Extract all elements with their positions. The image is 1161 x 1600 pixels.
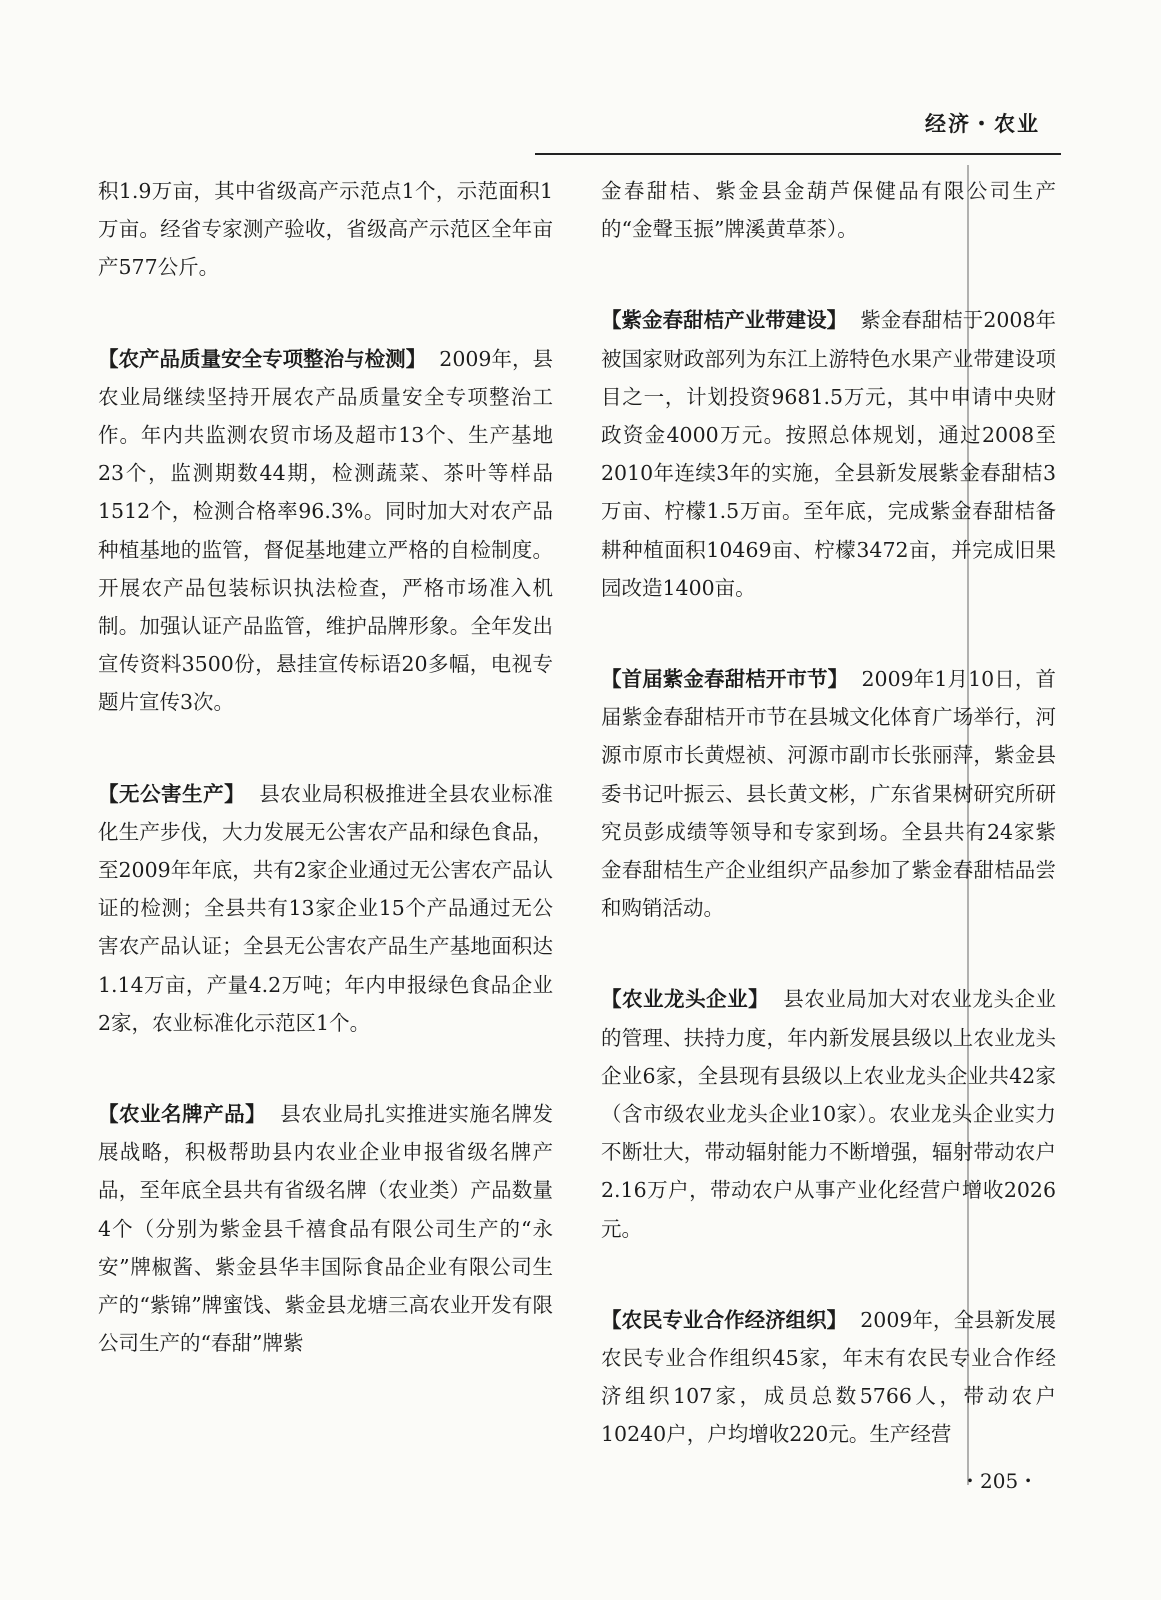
section-title: 【农产品质量安全专项整治与检测】 [98,346,427,371]
left-column [98,172,553,1415]
section-industry-belt [601,301,1056,607]
right-column [601,172,1056,1507]
section-market-festival [601,660,1056,927]
section-quality-safety [98,340,553,722]
section-body: 紫金春甜桔于2008年被国家财政部列为东江上游特色水果产业带建设项目之一，计划投资9681.5万元，其中申请中央财政资金4000万元。按照总体规划，通过2008至2010年连续3年的实施，全县新发展紫金春甜桔3万亩、柠檬1.5万亩。至年底，完成紫金春甜桔备耕种植面积10469亩、柠檬3472亩，并完成旧果园改造1400亩。 [601,308,1056,600]
section-body: 县农业局积极推进全县农业标准化生产步伐，大力发展无公害农产品和绿色食品，至2009年年底，共有2家企业通过无公害农产品认证的检测；全县共有13家企业15个产品通过无公害农产品认证；全县无公害农产品生产基地面积达1.14万亩，产量4.2万吨；年内申报绿色食品企业2家，农业标准化示范区1个。 [98,781,554,1035]
section-body: 县农业局加大对农业龙头企业的管理、扶持力度，年内新发展县级以上农业龙头企业6家，全县现有县级以上农业龙头企业共42家（含市级农业龙头企业10家）。农业龙头企业实力不断壮大，带动辐射能力不断增强，辐射带动农户2.16万户，带动农户从事产业化经营户增收2026元。 [601,987,1056,1241]
section-cooperatives [601,1301,1056,1454]
section-title: 【农业名牌产品】 [98,1102,267,1127]
header-rule [535,153,1061,155]
section-body: 2009年，县农业局继续坚持开展农产品质量安全专项整治工作。年内共监测农贸市场及超市13个、生产基地23个，监测期数44期，检测蔬菜、茶叶等样品1512个，检测合格率96.3%。同时加大对农产品种植基地的监管，督促基地建立严格的自检制度。开展农产品包装标识执法检查，严格市场准入机制。加强认证产品监管，维护品牌形象。全年发出宣传资料3500份，悬挂宣传标语20多幅，电视专题片宣传3次。 [98,346,553,715]
section-leading-enterprises [601,980,1056,1247]
section-body: 2009年1月10日，首届紫金春甜桔开市节在县城文化体育广场举行，河源市原市长黄煜祯、河源市副市长张丽萍，紫金县委书记叶振云、县长黄文彬，广东省果树研究所研究员彭成绩等领导和专家到场。全县共有24家紫金春甜桔生产企业组织产品参加了紫金春甜桔品尝和购销活动。 [601,667,1056,921]
section-title: 【无公害生产】 [98,781,246,806]
section-brand-products [98,1095,553,1362]
intro-paragraph: 积1.9万亩，其中省级高产示范点1个，示范面积1万亩。经省专家测产验收，省级高产示范区全年亩产577公斤。 [98,179,553,280]
section-title: 【农民专业合作经济组织】 [601,1307,848,1332]
section-body: 2009年，全县新发展农民专业合作组织45家，年末有农民专业合作经济组织107家，成员总数5766人，带动农户10240户，户均增收220元。生产经营 [601,1307,1056,1447]
page-header-section: 经济・农业 [925,112,1040,136]
continuation-paragraph: 金春甜桔、紫金县金葫芦保健品有限公司生产的“金聲玉振”牌溪黄草茶）。 [601,179,1056,242]
section-title: 【农业龙头企业】 [601,987,770,1012]
section-body: 县农业局扎实推进实施名牌发展战略，积极帮助县内农业企业申报省级名牌产品，至年底全县共有省级名牌（农业类）产品数量4个（分别为紫金县千禧食品有限公司生产的“永安”牌椒酱、紫金县华丰国际食品企业有限公司生产的“紫锦”牌蜜饯、紫金县龙塘三高农业开发有限公司生产的“春甜”牌紫 [98,1102,553,1356]
page-number: ・205・ [960,1469,1039,1493]
section-pollution-free [98,775,553,1042]
section-title: 【紫金春甜桔产业带建设】 [601,308,848,333]
section-title: 【首届紫金春甜桔开市节】 [601,667,849,692]
